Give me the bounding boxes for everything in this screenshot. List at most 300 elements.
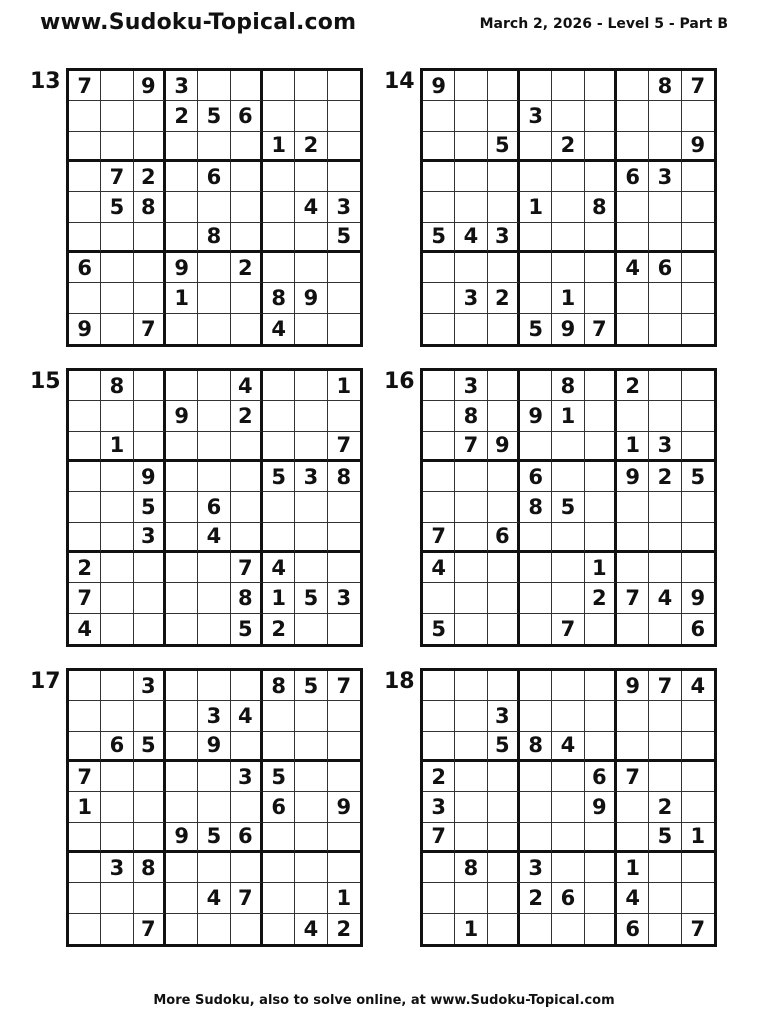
given-digit-cell: 7 (134, 314, 166, 344)
empty-cell (101, 792, 133, 822)
empty-cell (488, 553, 520, 583)
empty-cell (166, 914, 198, 944)
sudoku-grid (66, 668, 363, 947)
sudoku-grid (66, 368, 363, 647)
empty-cell (423, 492, 455, 522)
empty-cell (295, 853, 327, 883)
empty-cell (198, 314, 230, 344)
empty-cell (552, 583, 584, 613)
empty-cell (617, 792, 649, 822)
given-digit-cell: 8 (520, 492, 552, 522)
empty-cell (649, 192, 681, 222)
given-digit-cell: 2 (69, 553, 101, 583)
empty-cell (455, 792, 487, 822)
given-digit-cell: 7 (328, 671, 360, 701)
empty-cell (166, 701, 198, 731)
given-digit-cell: 8 (198, 223, 230, 253)
given-digit-cell: 4 (198, 523, 230, 553)
empty-cell (198, 762, 230, 792)
empty-cell (166, 314, 198, 344)
empty-cell (488, 314, 520, 344)
empty-cell (488, 492, 520, 522)
empty-cell (649, 132, 681, 162)
sudoku-puzzle (30, 668, 363, 947)
empty-cell (328, 732, 360, 762)
empty-cell (617, 132, 649, 162)
puzzle-number: 17 (30, 669, 61, 694)
given-digit-cell: 7 (552, 614, 584, 644)
empty-cell (295, 162, 327, 192)
empty-cell (617, 314, 649, 344)
empty-cell (295, 823, 327, 853)
given-digit-cell: 7 (101, 162, 133, 192)
empty-cell (263, 732, 295, 762)
given-digit-cell: 7 (69, 583, 101, 613)
given-digit-cell: 2 (336, 916, 352, 941)
empty-cell (198, 671, 230, 701)
given-digit-cell: 7 (231, 883, 263, 913)
empty-cell (166, 132, 198, 162)
empty-cell (295, 432, 327, 462)
empty-cell (166, 853, 198, 883)
empty-cell (423, 732, 455, 762)
empty-cell (649, 314, 681, 344)
empty-cell (682, 253, 714, 283)
empty-cell (166, 192, 198, 222)
empty-cell (263, 371, 295, 401)
empty-cell (552, 432, 584, 462)
empty-cell (166, 162, 198, 192)
empty-cell (682, 162, 714, 192)
empty-cell (101, 914, 133, 944)
empty-cell (295, 71, 327, 101)
empty-cell (682, 732, 714, 762)
given-digit-cell: 1 (552, 401, 584, 431)
empty-cell (166, 583, 198, 613)
empty-cell (682, 223, 714, 253)
empty-cell (488, 671, 520, 701)
given-digit-cell: 4 (295, 192, 327, 222)
given-digit-cell: 1 (69, 792, 101, 822)
empty-cell (328, 853, 360, 883)
empty-cell (198, 462, 230, 492)
empty-cell (231, 223, 263, 253)
empty-cell (263, 71, 295, 101)
empty-cell (455, 162, 487, 192)
empty-cell (166, 762, 198, 792)
given-digit-cell: 8 (585, 192, 617, 222)
empty-cell (649, 283, 681, 313)
empty-cell (166, 523, 198, 553)
empty-cell (520, 792, 552, 822)
given-digit-cell: 7 (455, 432, 487, 462)
empty-cell (520, 523, 552, 553)
empty-cell (552, 553, 584, 583)
given-digit-cell: 3 (198, 701, 230, 731)
empty-cell (134, 701, 166, 731)
empty-cell (69, 853, 101, 883)
empty-cell (520, 132, 552, 162)
empty-cell (166, 462, 198, 492)
given-digit-cell: 8 (231, 583, 263, 613)
given-digit-cell: 6 (101, 732, 133, 762)
empty-cell (585, 253, 617, 283)
empty-cell (328, 492, 360, 522)
empty-cell (649, 614, 681, 644)
empty-cell (585, 223, 617, 253)
given-digit-cell: 3 (134, 523, 166, 553)
empty-cell (682, 314, 714, 344)
given-digit-cell: 4 (198, 883, 230, 913)
empty-cell (263, 432, 295, 462)
given-digit-cell: 2 (231, 401, 263, 431)
empty-cell (231, 671, 263, 701)
empty-cell (455, 132, 487, 162)
empty-cell (69, 732, 101, 762)
empty-cell (455, 101, 487, 131)
empty-cell (423, 883, 455, 913)
given-digit-cell: 5 (263, 762, 295, 792)
empty-cell (295, 792, 327, 822)
empty-cell (552, 223, 584, 253)
empty-cell (263, 192, 295, 222)
empty-cell (198, 401, 230, 431)
empty-cell (488, 614, 520, 644)
empty-cell (328, 162, 360, 192)
given-digit-cell: 2 (423, 762, 455, 792)
empty-cell (617, 553, 649, 583)
empty-cell (552, 671, 584, 701)
empty-cell (552, 523, 584, 553)
sudoku-puzzle (30, 68, 363, 347)
puzzle-number: 13 (30, 69, 61, 94)
given-digit-cell: 7 (617, 762, 649, 792)
empty-cell (101, 71, 133, 101)
empty-cell (328, 523, 360, 553)
empty-cell (69, 671, 101, 701)
given-digit-cell: 3 (520, 853, 552, 883)
given-digit-cell: 3 (455, 283, 487, 313)
given-digit-cell: 6 (552, 883, 584, 913)
empty-cell (585, 492, 617, 522)
given-digit-cell: 3 (328, 192, 360, 222)
empty-cell (295, 223, 327, 253)
empty-cell (328, 132, 360, 162)
empty-cell (134, 883, 166, 913)
given-digit-cell: 9 (166, 253, 198, 283)
empty-cell (134, 223, 166, 253)
empty-cell (552, 823, 584, 853)
empty-cell (231, 71, 263, 101)
empty-cell (69, 132, 101, 162)
empty-cell (69, 371, 101, 401)
empty-cell (585, 732, 617, 762)
given-digit-cell: 2 (585, 583, 617, 613)
empty-cell (263, 853, 295, 883)
empty-cell (617, 614, 649, 644)
puzzle-number: 14 (384, 69, 415, 94)
given-digit-cell: 1 (617, 853, 649, 883)
empty-cell (617, 523, 649, 553)
given-digit-cell: 3 (488, 223, 520, 253)
empty-cell (520, 583, 552, 613)
empty-cell (134, 762, 166, 792)
given-digit-cell: 3 (295, 462, 327, 492)
empty-cell (455, 614, 487, 644)
empty-cell (263, 883, 295, 913)
empty-cell (295, 253, 327, 283)
empty-cell (617, 401, 649, 431)
empty-cell (455, 762, 487, 792)
empty-cell (198, 914, 230, 944)
empty-cell (585, 132, 617, 162)
given-digit-cell: 9 (585, 792, 617, 822)
given-digit-cell: 7 (617, 583, 649, 613)
empty-cell (69, 401, 101, 431)
given-digit-cell: 5 (134, 492, 166, 522)
given-digit-cell: 3 (488, 701, 520, 731)
empty-cell (198, 371, 230, 401)
given-digit-cell: 6 (585, 762, 617, 792)
footer-note: More Sudoku, also to solve online, at www.Sudoku-Topical.com (153, 993, 615, 1008)
empty-cell (101, 671, 133, 701)
empty-cell (682, 883, 714, 913)
empty-cell (198, 132, 230, 162)
empty-cell (488, 762, 520, 792)
empty-cell (101, 492, 133, 522)
empty-cell (455, 462, 487, 492)
empty-cell (69, 462, 101, 492)
given-digit-cell: 7 (682, 71, 714, 101)
empty-cell (649, 492, 681, 522)
given-digit-cell: 3 (455, 371, 487, 401)
empty-cell (328, 553, 360, 583)
empty-cell (263, 101, 295, 131)
given-digit-cell: 7 (423, 823, 455, 853)
given-digit-cell: 4 (552, 732, 584, 762)
given-digit-cell: 9 (617, 671, 649, 701)
empty-cell (69, 432, 101, 462)
empty-cell (649, 101, 681, 131)
given-digit-cell: 5 (520, 314, 552, 344)
empty-cell (649, 371, 681, 401)
given-digit-cell: 9 (166, 823, 198, 853)
given-digit-cell: 1 (520, 192, 552, 222)
empty-cell (585, 283, 617, 313)
empty-cell (101, 583, 133, 613)
empty-cell (682, 192, 714, 222)
empty-cell (682, 792, 714, 822)
given-digit-cell: 9 (328, 792, 360, 822)
empty-cell (488, 192, 520, 222)
empty-cell (134, 132, 166, 162)
given-digit-cell: 4 (617, 253, 649, 283)
empty-cell (69, 101, 101, 131)
empty-cell (166, 732, 198, 762)
page-subtitle: March 2, 2026 - Level 5 - Part B (479, 16, 728, 32)
empty-cell (552, 101, 584, 131)
empty-cell (134, 583, 166, 613)
given-digit-cell: 8 (263, 671, 295, 701)
empty-cell (328, 762, 360, 792)
empty-cell (423, 583, 455, 613)
given-digit-cell: 4 (423, 553, 455, 583)
empty-cell (166, 371, 198, 401)
given-digit-cell: 7 (134, 914, 166, 944)
given-digit-cell: 5 (263, 462, 295, 492)
empty-cell (488, 253, 520, 283)
empty-cell (423, 701, 455, 731)
empty-cell (423, 283, 455, 313)
given-digit-cell: 4 (231, 371, 263, 401)
empty-cell (69, 492, 101, 522)
given-digit-cell: 4 (455, 223, 487, 253)
site-title: www.Sudoku-Topical.com (40, 10, 357, 35)
given-digit-cell: 2 (263, 614, 295, 644)
given-digit-cell: 2 (488, 283, 520, 313)
given-digit-cell: 5 (134, 732, 166, 762)
empty-cell (295, 492, 327, 522)
empty-cell (682, 492, 714, 522)
empty-cell (166, 671, 198, 701)
empty-cell (585, 432, 617, 462)
empty-cell (423, 914, 455, 944)
given-digit-cell: 2 (134, 162, 166, 192)
given-digit-cell: 3 (328, 583, 360, 613)
empty-cell (617, 823, 649, 853)
empty-cell (520, 253, 552, 283)
empty-cell (520, 223, 552, 253)
given-digit-cell: 5 (552, 492, 584, 522)
empty-cell (585, 671, 617, 701)
empty-cell (423, 671, 455, 701)
empty-cell (198, 283, 230, 313)
empty-cell (585, 371, 617, 401)
empty-cell (488, 162, 520, 192)
empty-cell (166, 553, 198, 583)
empty-cell (295, 314, 327, 344)
empty-cell (263, 401, 295, 431)
empty-cell (166, 614, 198, 644)
empty-cell (295, 614, 327, 644)
empty-cell (617, 732, 649, 762)
empty-cell (552, 914, 584, 944)
empty-cell (134, 432, 166, 462)
empty-cell (552, 162, 584, 192)
empty-cell (263, 701, 295, 731)
puzzle-number: 16 (384, 369, 415, 394)
empty-cell (263, 492, 295, 522)
empty-cell (520, 914, 552, 944)
given-digit-cell: 6 (231, 823, 263, 853)
given-digit-cell: 4 (682, 671, 714, 701)
empty-cell (101, 523, 133, 553)
empty-cell (488, 853, 520, 883)
given-digit-cell: 2 (166, 101, 198, 131)
given-digit-cell: 9 (520, 401, 552, 431)
empty-cell (617, 192, 649, 222)
empty-cell (328, 283, 360, 313)
empty-cell (231, 132, 263, 162)
empty-cell (455, 883, 487, 913)
empty-cell (455, 671, 487, 701)
empty-cell (69, 914, 101, 944)
given-digit-cell: 7 (328, 432, 360, 462)
given-digit-cell: 8 (552, 371, 584, 401)
empty-cell (295, 401, 327, 431)
empty-cell (617, 283, 649, 313)
empty-cell (101, 883, 133, 913)
empty-cell (198, 71, 230, 101)
empty-cell (101, 401, 133, 431)
puzzle-number: 18 (384, 669, 415, 694)
given-digit-cell: 2 (617, 371, 649, 401)
empty-cell (585, 823, 617, 853)
given-digit-cell: 2 (649, 462, 681, 492)
empty-cell (198, 253, 230, 283)
empty-cell (682, 553, 714, 583)
empty-cell (198, 853, 230, 883)
given-digit-cell: 5 (682, 462, 714, 492)
given-digit-cell: 5 (488, 732, 520, 762)
empty-cell (328, 253, 360, 283)
given-digit-cell: 9 (198, 732, 230, 762)
given-digit-cell: 6 (69, 253, 101, 283)
given-digit-cell: 8 (455, 401, 487, 431)
given-digit-cell: 9 (617, 462, 649, 492)
empty-cell (520, 762, 552, 792)
given-digit-cell: 1 (682, 823, 714, 853)
given-digit-cell: 6 (617, 162, 649, 192)
empty-cell (263, 223, 295, 253)
given-digit-cell: 1 (101, 432, 133, 462)
empty-cell (520, 701, 552, 731)
sudoku-puzzle (384, 668, 717, 947)
given-digit-cell: 3 (520, 101, 552, 131)
empty-cell (649, 762, 681, 792)
empty-cell (585, 71, 617, 101)
empty-cell (649, 401, 681, 431)
given-digit-cell: 4 (617, 883, 649, 913)
empty-cell (617, 101, 649, 131)
empty-cell (69, 162, 101, 192)
given-digit-cell: 1 (455, 914, 487, 944)
empty-cell (520, 283, 552, 313)
empty-cell (520, 553, 552, 583)
given-digit-cell: 4 (231, 701, 263, 731)
empty-cell (231, 732, 263, 762)
given-digit-cell: 9 (69, 314, 101, 344)
given-digit-cell: 5 (198, 823, 230, 853)
sudoku-puzzle (30, 368, 363, 647)
given-digit-cell: 3 (101, 853, 133, 883)
given-digit-cell: 8 (134, 853, 166, 883)
empty-cell (166, 223, 198, 253)
empty-cell (488, 883, 520, 913)
empty-cell (552, 192, 584, 222)
empty-cell (455, 492, 487, 522)
empty-cell (520, 671, 552, 701)
empty-cell (69, 192, 101, 222)
empty-cell (166, 792, 198, 822)
empty-cell (682, 853, 714, 883)
empty-cell (585, 523, 617, 553)
empty-cell (231, 523, 263, 553)
given-digit-cell: 8 (263, 283, 295, 313)
given-digit-cell: 7 (423, 523, 455, 553)
empty-cell (520, 162, 552, 192)
empty-cell (101, 132, 133, 162)
